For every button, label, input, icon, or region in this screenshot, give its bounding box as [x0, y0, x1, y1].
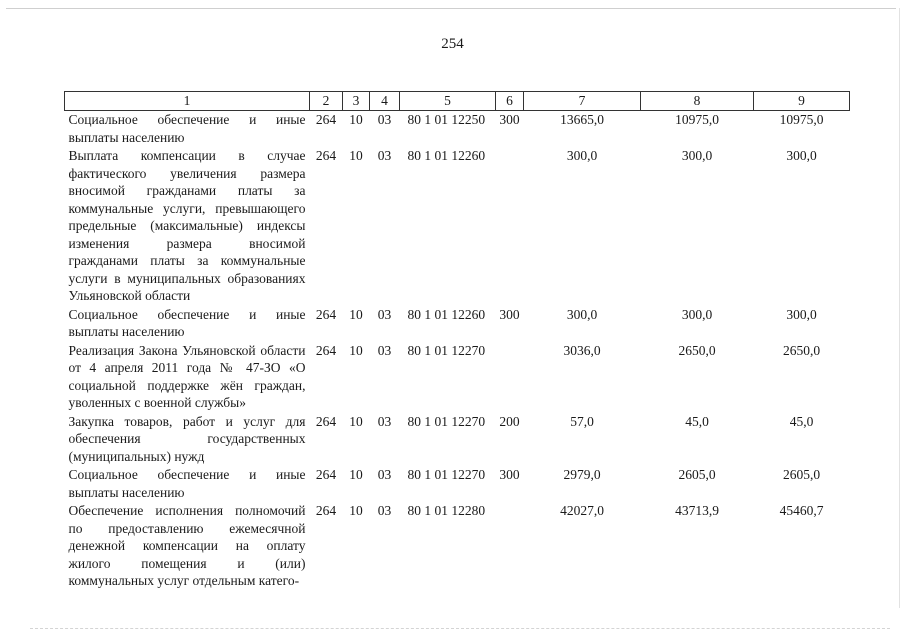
column-header: 6 [496, 92, 524, 111]
budget-table [64, 91, 850, 591]
cell-section: 10 [349, 342, 363, 358]
cell-expense-type: 300 [499, 306, 520, 322]
cell-amount-9: 300,0 [786, 306, 817, 322]
cell-amount-7: 2979,0 [563, 467, 601, 482]
row-name: Социальное обеспечение и иные выплаты населению [68, 467, 306, 500]
cell-expense-type [496, 147, 524, 306]
table-row [65, 147, 850, 306]
cell-ministry: 264 [315, 467, 337, 482]
cell-subsection: 03 [377, 112, 392, 127]
cell-section: 10 [349, 148, 363, 163]
scan-edge-top [6, 8, 896, 9]
cell-target-code: 80 1 01 12250 [407, 112, 486, 127]
cell-amount-8: 10975,0 [675, 112, 719, 127]
cell-amount-8: 43713,9 [675, 503, 719, 518]
table-row [65, 306, 850, 342]
cell-expense-type [496, 342, 524, 413]
table-row [65, 502, 850, 591]
table-row [65, 466, 850, 502]
scan-edge-right [899, 8, 900, 608]
column-header: 2 [310, 92, 343, 111]
page-number: 254 [441, 36, 464, 52]
row-name: Реализация Закона Ульяновской области от 4 апреля 2011 года № 47-ЗО «О социальной поддержке жён граждан, уволенных с военной службы» [68, 342, 306, 410]
cell-amount-9: 300,0 [786, 148, 817, 163]
column-header: 4 [370, 92, 400, 111]
cell-amount-8: 2605,0 [678, 467, 716, 482]
row-name: Обеспечение исполнения полномочий по предоставлению ежемесячной денежной компенсации на оплату жилого помещения и (или) коммунальных услуг отдельным катего- [68, 503, 306, 588]
cell-target-code: 80 1 01 12280 [407, 503, 486, 518]
cell-amount-7: 3036,0 [563, 342, 601, 358]
cell-section: 10 [349, 306, 363, 322]
cell-ministry: 264 [315, 342, 337, 358]
cell-section: 10 [349, 413, 363, 429]
cell-amount-8: 300,0 [681, 306, 713, 322]
cell-ministry: 264 [315, 148, 337, 163]
cell-amount-7: 42027,0 [560, 503, 604, 518]
cell-amount-9: 2650,0 [782, 342, 821, 358]
cell-amount-7: 57,0 [570, 413, 594, 429]
cell-ministry: 264 [315, 413, 337, 429]
row-name: Выплата компенсации в случае фактического увеличения размера вносимой гражданами платы за коммунальные услуги, превышающего предельные (максимальные) индексы изменения размера вносимой гражданами платы за коммунальные услуги в муниципальных образованиях Ульяновской области [68, 148, 306, 303]
cell-section: 10 [349, 467, 363, 482]
column-header: 9 [754, 92, 850, 111]
cell-amount-9: 2605,0 [782, 467, 821, 482]
cell-ministry: 264 [315, 112, 337, 127]
cell-amount-8: 2650,0 [678, 342, 716, 358]
cell-subsection: 03 [377, 503, 392, 518]
row-name: Социальное обеспечение и иные выплаты населению [68, 306, 306, 339]
cell-subsection: 03 [377, 342, 392, 358]
scan-edge-bottom [30, 628, 890, 629]
table-row [65, 111, 850, 148]
cell-amount-8: 300,0 [681, 148, 713, 163]
cell-expense-type: 300 [499, 112, 520, 127]
cell-target-code: 80 1 01 12270 [407, 342, 486, 358]
cell-target-code: 80 1 01 12270 [407, 413, 486, 429]
cell-amount-7: 13665,0 [560, 112, 604, 127]
column-header: 1 [65, 92, 310, 111]
cell-subsection: 03 [377, 148, 392, 163]
cell-amount-9: 45,0 [789, 413, 814, 429]
table-row [65, 342, 850, 413]
cell-ministry: 264 [315, 306, 337, 322]
column-header: 8 [641, 92, 754, 111]
row-name: Социальное обеспечение и иные выплаты населению [68, 112, 306, 145]
cell-subsection: 03 [377, 413, 392, 429]
cell-expense-type [496, 502, 524, 591]
table-header-row [65, 92, 850, 111]
cell-subsection: 03 [377, 467, 392, 482]
column-header: 3 [343, 92, 370, 111]
cell-target-code: 80 1 01 12260 [407, 148, 486, 163]
cell-target-code: 80 1 01 12270 [407, 467, 486, 482]
column-header: 7 [524, 92, 641, 111]
cell-amount-7: 300,0 [566, 306, 598, 322]
row-name: Закупка товаров, работ и услуг для обеспечения государственных (муниципальных) нужд [68, 413, 306, 464]
cell-ministry: 264 [315, 503, 337, 518]
cell-target-code: 80 1 01 12260 [407, 306, 486, 322]
cell-subsection: 03 [377, 306, 392, 322]
cell-section: 10 [349, 112, 363, 127]
cell-amount-8: 45,0 [685, 413, 709, 429]
cell-amount-7: 300,0 [566, 148, 598, 163]
column-header: 5 [400, 92, 496, 111]
cell-expense-type: 200 [499, 413, 520, 429]
cell-amount-9: 10975,0 [779, 112, 824, 127]
cell-section: 10 [349, 503, 363, 518]
table-row [65, 413, 850, 467]
cell-amount-9: 45460,7 [779, 503, 824, 518]
cell-expense-type: 300 [499, 467, 520, 482]
